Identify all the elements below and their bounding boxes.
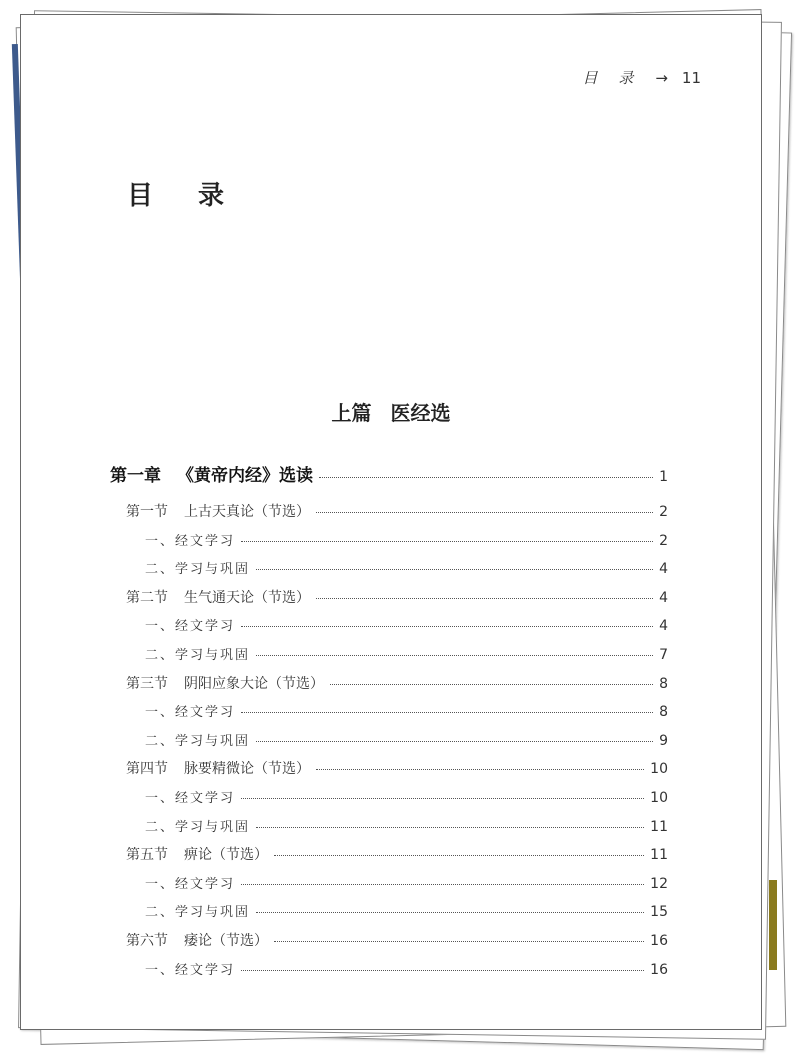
toc-dot-leader <box>256 569 653 570</box>
toc-page-number: 16 <box>650 933 668 949</box>
arrow-right-icon: → <box>655 68 668 87</box>
toc-page-number: 4 <box>659 561 668 578</box>
toc-entry-title: 一、经文学习 <box>145 962 236 978</box>
toc-page-number: 9 <box>659 732 668 749</box>
toc-entry-section[interactable] <box>126 844 668 864</box>
toc-entry-title: 阴阳应象大论（节选） <box>184 675 324 692</box>
toc-entry-title: 二、学习与巩固 <box>145 733 251 749</box>
toc-page-number: 16 <box>650 961 668 978</box>
cover-edge-olive <box>769 880 777 970</box>
toc-dot-leader <box>274 855 644 856</box>
toc-dot-leader <box>319 477 653 478</box>
toc-entry-sub[interactable] <box>145 901 668 920</box>
toc-page-number: 10 <box>650 790 668 806</box>
toc-entry-title: 生气通天论（节选） <box>184 589 310 606</box>
toc-dot-leader <box>316 512 653 513</box>
toc-entry-label: 第六节 <box>126 933 168 949</box>
toc-entry-section[interactable] <box>126 501 668 521</box>
toc-dot-leader <box>241 626 653 627</box>
toc-dot-leader <box>316 598 653 599</box>
toc-entry-title: 痹论（节选） <box>184 847 268 864</box>
toc-entry-sub[interactable] <box>145 959 668 978</box>
toc-entry-sub[interactable] <box>145 644 668 663</box>
toc-page-number: 15 <box>650 904 668 921</box>
running-head-page-number: 11 <box>681 68 701 87</box>
toc-page-number: 1 <box>659 469 668 485</box>
toc-entry-label: 第五节 <box>126 847 168 864</box>
toc-entry-label: 第一节 <box>126 504 168 520</box>
toc-dot-leader <box>241 970 644 971</box>
toc-page-number: 7 <box>659 647 668 663</box>
toc-entry-sub[interactable] <box>145 701 668 720</box>
running-head-title: 目 录 <box>582 69 642 87</box>
toc-page-number: 2 <box>659 532 668 549</box>
toc-entry-title: 二、学习与巩固 <box>145 905 251 921</box>
toc-page-number: 11 <box>650 818 668 835</box>
toc-entry-label: 第一章 <box>110 466 161 486</box>
toc-entry-section[interactable] <box>126 930 668 950</box>
toc-entry-title: 痿论（节选） <box>184 933 268 949</box>
toc-page <box>20 14 762 1030</box>
toc-page-number: 8 <box>659 675 668 692</box>
toc-entry-title: 二、学习与巩固 <box>145 648 251 663</box>
toc-dot-leader <box>241 884 644 885</box>
toc-entry-chapter[interactable] <box>110 461 668 486</box>
toc-page-number: 2 <box>659 504 668 520</box>
toc-entry-sub[interactable] <box>145 558 668 577</box>
toc-entry-title: 一、经文学习 <box>145 876 236 892</box>
toc-entry-title: 一、经文学习 <box>145 705 236 721</box>
toc-entry-title: 脉要精微论（节选） <box>184 761 310 778</box>
toc-entry-label: 第二节 <box>126 589 168 606</box>
toc-entry-title: 一、经文学习 <box>145 791 236 806</box>
toc-entry-label: 第三节 <box>126 675 168 692</box>
toc-entry-label: 第四节 <box>126 761 168 778</box>
toc-entry-title: 上古天真论（节选） <box>184 504 310 520</box>
toc-entry-sub[interactable] <box>145 873 668 892</box>
toc-entry-title: 一、经文学习 <box>145 619 236 635</box>
part-title: 上篇 医经选 <box>331 401 451 425</box>
toc-dot-leader <box>256 827 644 828</box>
toc-entry-sub[interactable] <box>145 787 668 806</box>
toc-entry-sub[interactable] <box>145 730 668 749</box>
toc-dot-leader <box>241 541 653 542</box>
toc-dot-leader <box>330 684 653 685</box>
toc-entry-section[interactable] <box>126 758 668 778</box>
toc-dot-leader <box>256 655 653 656</box>
running-head <box>583 67 701 88</box>
toc-dot-leader <box>241 712 653 713</box>
toc-entry-sub[interactable] <box>145 615 668 634</box>
toc-page-number: 10 <box>650 761 668 778</box>
toc-page-number: 11 <box>650 847 668 864</box>
toc-entry-title: 一、经文学习 <box>145 533 236 549</box>
toc-page-number: 12 <box>650 875 668 892</box>
toc-dot-leader <box>316 769 644 770</box>
page-title: 目 录 <box>127 181 243 211</box>
toc-entry-sub[interactable] <box>145 816 668 835</box>
toc-dot-leader <box>256 912 644 913</box>
toc-dot-leader <box>241 798 644 799</box>
toc-page-number: 8 <box>659 704 668 721</box>
toc-page-number: 4 <box>659 618 668 635</box>
toc-dot-leader <box>256 741 653 742</box>
toc-dot-leader <box>274 941 644 942</box>
toc-entry-section[interactable] <box>126 587 668 607</box>
toc-entry-section[interactable] <box>126 673 668 693</box>
toc-entry-title: 《黄帝内经》选读 <box>177 466 313 486</box>
toc-entry-title: 二、学习与巩固 <box>145 562 251 578</box>
toc-page-number: 4 <box>659 589 668 606</box>
toc-entry-sub[interactable] <box>145 530 668 549</box>
toc-entry-title: 二、学习与巩固 <box>145 819 251 835</box>
